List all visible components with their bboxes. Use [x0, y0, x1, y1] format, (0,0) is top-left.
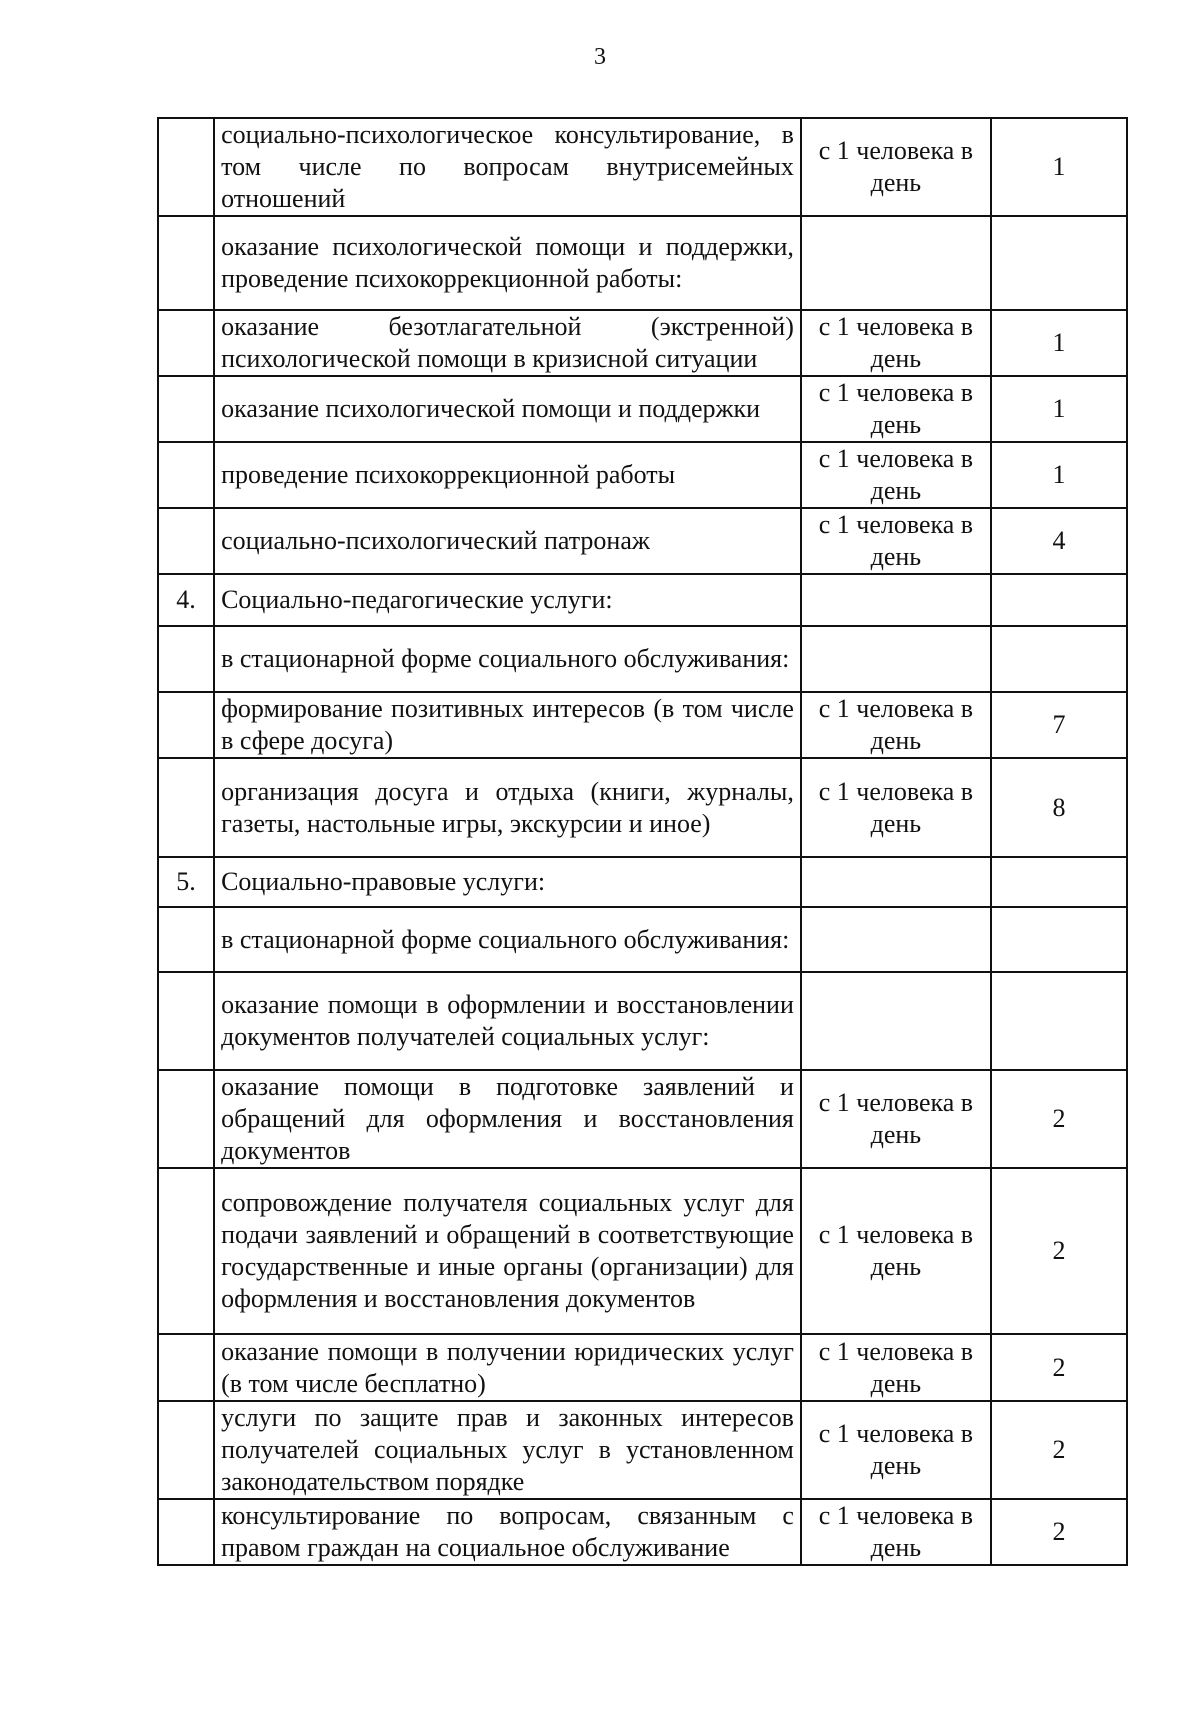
table-row	[158, 1401, 1127, 1499]
norm-value: 2	[991, 1334, 1127, 1401]
service-name: формирование позитивных интересов (в том числе в сфере досуга)	[214, 692, 801, 758]
norm-value: 4	[991, 508, 1127, 574]
table-row	[158, 216, 1127, 310]
row-number	[158, 118, 214, 216]
norm-value	[991, 626, 1127, 692]
row-number	[158, 1334, 214, 1401]
measure-unit: с 1 человека в день	[801, 1401, 991, 1499]
row-number	[158, 310, 214, 376]
measure-unit: с 1 человека в день	[801, 442, 991, 508]
service-name: оказание психологической помощи и поддержки, проведение психокоррекционной работы:	[214, 216, 801, 310]
norm-value	[991, 216, 1127, 310]
measure-unit	[801, 574, 991, 626]
table-row	[158, 692, 1127, 758]
measure-unit: с 1 человека в день	[801, 692, 991, 758]
measure-unit: с 1 человека в день	[801, 1168, 991, 1334]
table-row	[158, 972, 1127, 1070]
table-row	[158, 1168, 1127, 1334]
table-row	[158, 907, 1127, 972]
row-number	[158, 508, 214, 574]
norm-value: 2	[991, 1499, 1127, 1565]
table-row	[158, 442, 1127, 508]
section-title: Социально-правовые услуги:	[214, 857, 801, 907]
table-row	[158, 118, 1127, 216]
row-number	[158, 1168, 214, 1334]
row-number	[158, 972, 214, 1070]
norm-value: 7	[991, 692, 1127, 758]
norm-value: 1	[991, 118, 1127, 216]
norm-value	[991, 972, 1127, 1070]
measure-unit	[801, 626, 991, 692]
norm-value: 8	[991, 758, 1127, 857]
row-number: 5.	[158, 857, 214, 907]
norm-value	[991, 574, 1127, 626]
measure-unit: с 1 человека в день	[801, 508, 991, 574]
measure-unit: с 1 человека в день	[801, 376, 991, 442]
row-number	[158, 1499, 214, 1565]
service-name: в стационарной форме социального обслуживания:	[214, 626, 801, 692]
norm-value: 1	[991, 310, 1127, 376]
measure-unit	[801, 857, 991, 907]
service-name: проведение психокоррекционной работы	[214, 442, 801, 508]
service-name: оказание помощи в подготовке заявлений и обращений для оформления и восстановления документов	[214, 1070, 801, 1168]
row-number	[158, 626, 214, 692]
service-name: услуги по защите прав и законных интересов получателей социальных услуг в установленном законодательством порядке	[214, 1401, 801, 1499]
measure-unit: с 1 человека в день	[801, 310, 991, 376]
row-number	[158, 216, 214, 310]
measure-unit	[801, 907, 991, 972]
service-name: социально-психологический патронаж	[214, 508, 801, 574]
service-name: социально-психологическое консультирование, в том числе по вопросам внутрисемейных отношений	[214, 118, 801, 216]
row-number	[158, 1070, 214, 1168]
table-row	[158, 1334, 1127, 1401]
service-name: консультирование по вопросам, связанным с правом граждан на социальное обслуживание	[214, 1499, 801, 1565]
norm-value: 2	[991, 1401, 1127, 1499]
section-row	[158, 857, 1127, 907]
measure-unit	[801, 216, 991, 310]
table-row	[158, 1070, 1127, 1168]
row-number	[158, 1401, 214, 1499]
row-number: 4.	[158, 574, 214, 626]
service-name: оказание безотлагательной (экстренной) психологической помощи в кризисной ситуации	[214, 310, 801, 376]
service-name: организация досуга и отдыха (книги, журналы, газеты, настольные игры, экскурсии и иное)	[214, 758, 801, 857]
section-row	[158, 574, 1127, 626]
row-number	[158, 692, 214, 758]
row-number	[158, 376, 214, 442]
row-number	[158, 907, 214, 972]
row-number	[158, 442, 214, 508]
row-number	[158, 758, 214, 857]
table-row	[158, 508, 1127, 574]
norm-value	[991, 857, 1127, 907]
measure-unit	[801, 972, 991, 1070]
table-row	[158, 1499, 1127, 1565]
service-name: сопровождение получателя социальных услуг для подачи заявлений и обращений в соответствующие государственные и иные органы (организации) для оформления и восстановления документов	[214, 1168, 801, 1334]
norm-value: 1	[991, 442, 1127, 508]
service-name: оказание помощи в получении юридических услуг (в том числе бесплатно)	[214, 1334, 801, 1401]
measure-unit: с 1 человека в день	[801, 118, 991, 216]
service-name: оказание помощи в оформлении и восстановлении документов получателей социальных услуг:	[214, 972, 801, 1070]
page-number: 3	[594, 44, 606, 70]
norm-value: 2	[991, 1168, 1127, 1334]
measure-unit: с 1 человека в день	[801, 1334, 991, 1401]
services-table	[157, 117, 1128, 1566]
measure-unit: с 1 человека в день	[801, 1070, 991, 1168]
measure-unit: с 1 человека в день	[801, 1499, 991, 1565]
service-name: в стационарной форме социального обслуживания:	[214, 907, 801, 972]
table-row	[158, 626, 1127, 692]
table-row	[158, 376, 1127, 442]
service-name: оказание психологической помощи и поддержки	[214, 376, 801, 442]
norm-value: 2	[991, 1070, 1127, 1168]
norm-value: 1	[991, 376, 1127, 442]
norm-value	[991, 907, 1127, 972]
table-row	[158, 758, 1127, 857]
measure-unit: с 1 человека в день	[801, 758, 991, 857]
table-row	[158, 310, 1127, 376]
section-title: Социально-педагогические услуги:	[214, 574, 801, 626]
